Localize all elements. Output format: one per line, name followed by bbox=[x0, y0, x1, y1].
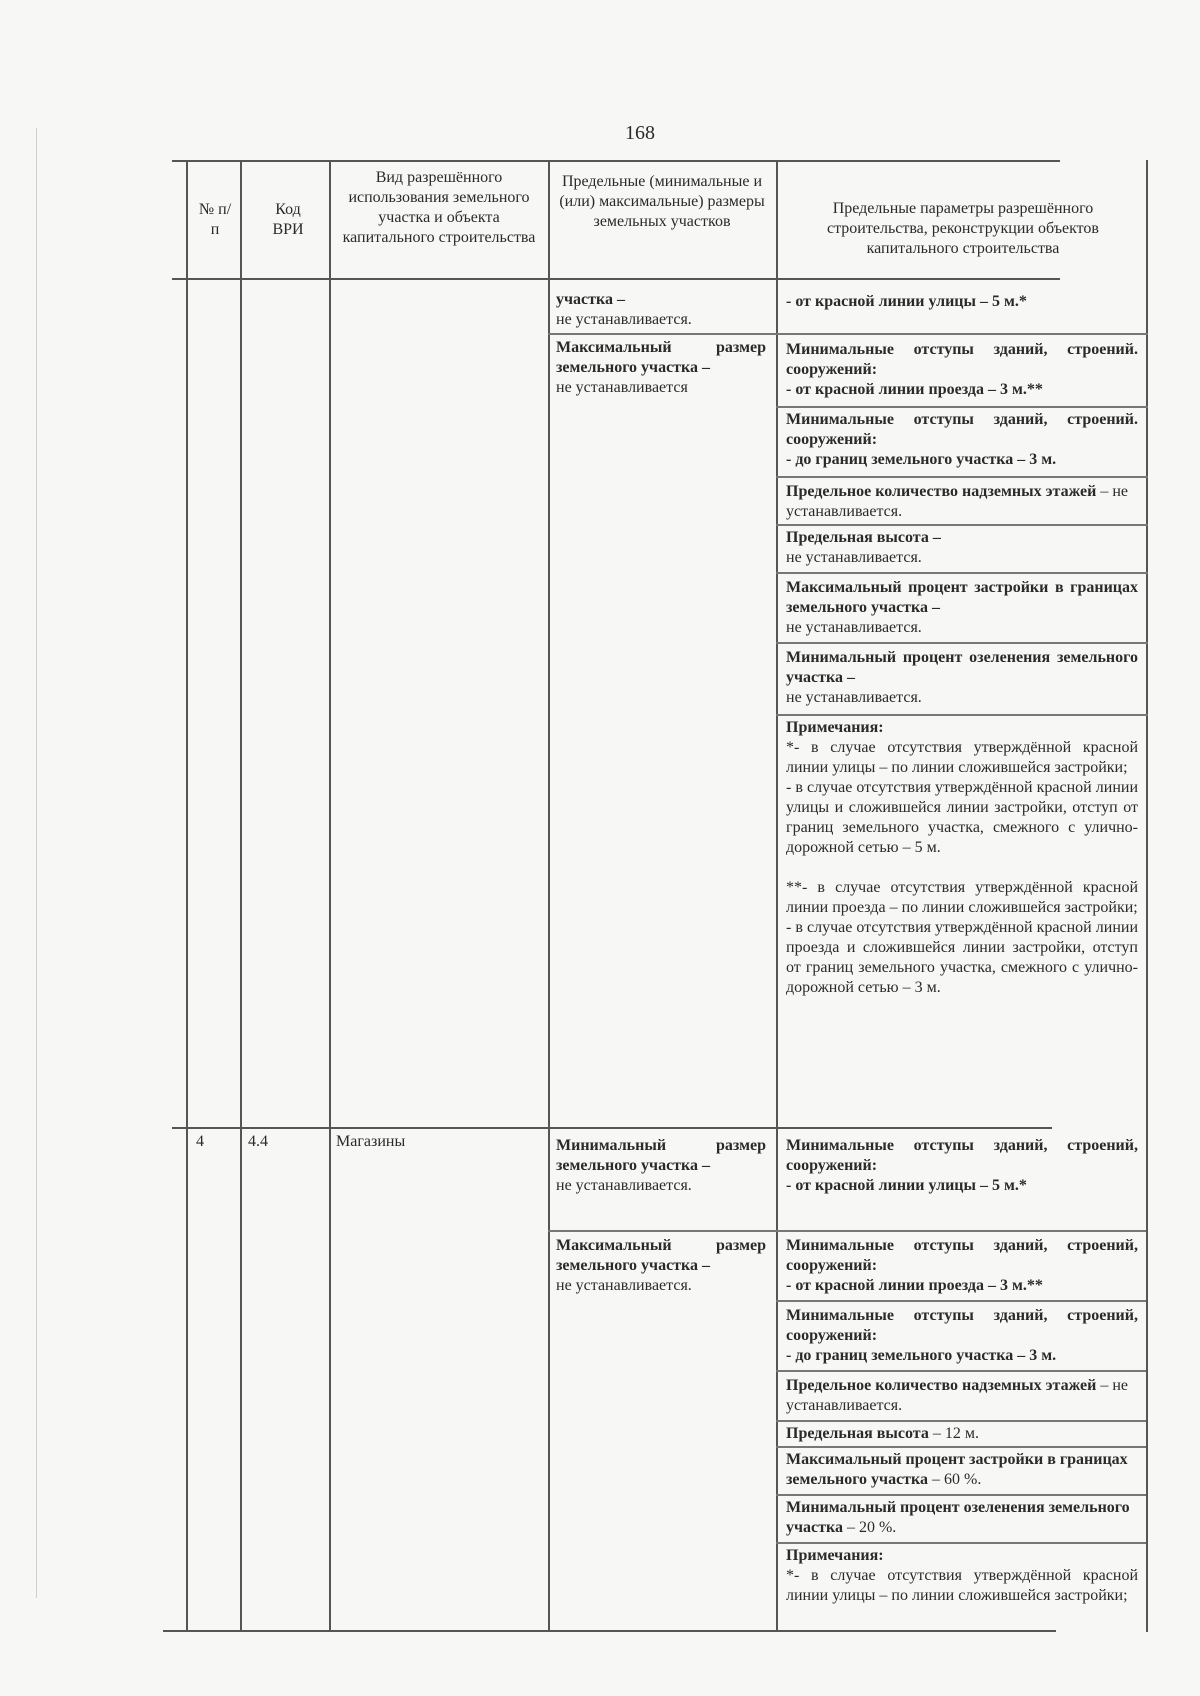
block1-param-divider-5 bbox=[776, 572, 1148, 574]
col-divider-2 bbox=[240, 160, 242, 1632]
block1-param-divider-6 bbox=[776, 642, 1148, 644]
block1-param-5-value: не устанавливается. bbox=[786, 549, 922, 566]
block1-note-2: - в случае отсутствия утверждённой красной линии улицы и сложившейся линии застройки, отступ от границ земельного участка, смежного с улично-дорожной сетью – 5 м. bbox=[786, 779, 1138, 856]
block1-note-4: - в случае отсутствия утверждённой красной линии проезда и сложившейся линии застройки, отступ от границ земельного участка, смежного с улично-дорожной сетью – 3 м. bbox=[786, 919, 1138, 996]
block1-size-min-tail: участка – bbox=[556, 291, 625, 308]
block1-size-divider bbox=[548, 333, 1148, 335]
block1-param-5-title: Предельная высота – bbox=[786, 529, 941, 546]
row4-code: 4.4 bbox=[248, 1133, 268, 1150]
row4-size-min-title: Минимальный размер земельного участка – bbox=[556, 1137, 766, 1174]
block1-size-max-title: Максимальный размер земельного участка – bbox=[556, 339, 766, 376]
row4-size-max-value: не устанавливается. bbox=[556, 1277, 692, 1294]
row4-number: 4 bbox=[196, 1133, 204, 1150]
block1-param-7 bbox=[786, 648, 1138, 708]
block1-param-3 bbox=[786, 410, 1138, 470]
scan-margin-line bbox=[36, 128, 37, 1598]
row4-param-3 bbox=[786, 1306, 1138, 1366]
row4-param-1-title: Минимальные отступы зданий, строений, сооружений: bbox=[786, 1137, 1138, 1174]
block1-param-4 bbox=[786, 482, 1138, 522]
block1-param-2-value: - от красной линии проезда – 3 м.** bbox=[786, 381, 1043, 398]
col-divider-5 bbox=[776, 160, 778, 1632]
row4-param-3-title: Минимальные отступы зданий, строений, сооружений: bbox=[786, 1307, 1138, 1344]
col-right-border bbox=[1146, 160, 1148, 1632]
header-col-use-type: Вид разрешённого использования земельного участка и объекта капитального строительства bbox=[342, 169, 536, 246]
row4-size-divider bbox=[548, 1230, 1146, 1232]
block1-param-6-value: не устанавливается. bbox=[786, 619, 922, 636]
header-col-parameters: Предельные параметры разрешённого строительства, реконструкции объектов капитального строительства bbox=[827, 200, 1099, 257]
row4-param-5 bbox=[786, 1424, 1138, 1444]
row4-size-max-title: Максимальный размер земельного участка – bbox=[556, 1237, 766, 1274]
block1-notes bbox=[786, 718, 1138, 998]
row4-param-5-value: – 12 м. bbox=[928, 1425, 979, 1442]
col-divider-4 bbox=[548, 160, 550, 1632]
block1-param-divider-3 bbox=[776, 476, 1148, 478]
block1-size-max bbox=[556, 338, 766, 398]
block1-note-1: *- в случае отсутствия утверждённой красной линии улицы – по линии сложившейся застройки; bbox=[786, 739, 1138, 776]
row4-param-7-title: Минимальный процент озеленения земельного участка bbox=[786, 1499, 1130, 1536]
block1-param-5 bbox=[786, 528, 1138, 568]
block1-param-2-title: Минимальные отступы зданий, строений. сооружений: bbox=[786, 341, 1138, 378]
header-bottom-border bbox=[172, 278, 1060, 280]
block1-note-3: **- в случае отсутствия утверждённой красной линии проезда – по линии сложившейся застройки; bbox=[786, 879, 1138, 916]
row4-size-min-value: не устанавливается. bbox=[556, 1177, 692, 1194]
header-col-plot-size: Предельные (минимальные и (или) максимальные) размеры земельных участков bbox=[559, 173, 765, 230]
row4-size-max bbox=[556, 1236, 766, 1296]
block1-param-7-title: Минимальный процент озеленения земельного участка – bbox=[786, 649, 1138, 686]
block1-param-divider-2 bbox=[776, 406, 1148, 408]
row4-param-6 bbox=[786, 1450, 1138, 1490]
row4-param-2-value: - от красной линии проезда – 3 м.** bbox=[786, 1277, 1043, 1294]
row4-name: Магазины bbox=[336, 1133, 406, 1150]
block1-param-6 bbox=[786, 578, 1138, 638]
row4-param-4-value: – не устанавливается. bbox=[786, 1377, 1128, 1414]
block1-param-7-value: не устанавливается. bbox=[786, 689, 922, 706]
row4-param-4 bbox=[786, 1376, 1138, 1416]
row4-param-4-title: Предельное количество надземных этажей bbox=[786, 1377, 1097, 1394]
block1-param-3-value: - до границ земельного участка – 3 м. bbox=[786, 451, 1057, 468]
block1-param-divider-4 bbox=[776, 524, 1148, 526]
row4-param-1 bbox=[786, 1136, 1138, 1196]
row4-notes bbox=[786, 1546, 1138, 1606]
block1-param-4-title: Предельное количество надземных этажей bbox=[786, 483, 1097, 500]
block1-size-min bbox=[556, 290, 766, 330]
row4-param-7-value: – 20 %. bbox=[842, 1519, 897, 1536]
row4-param-1-value: - от красной линии улицы – 5 м.* bbox=[786, 1177, 1027, 1194]
row4-param-3-value: - до границ земельного участка – 3 м. bbox=[786, 1347, 1057, 1364]
block1-param-3-title: Минимальные отступы зданий, строений. сооружений: bbox=[786, 411, 1138, 448]
page-number: 168 bbox=[625, 122, 655, 144]
row4-size-min bbox=[556, 1136, 766, 1196]
row4-param-6-title: Максимальный процент застройки в границах земельного участка bbox=[786, 1451, 1128, 1488]
row4-param-5-title: Предельная высота bbox=[786, 1425, 929, 1442]
row4-param-2 bbox=[786, 1236, 1138, 1296]
row4-param-7 bbox=[786, 1498, 1138, 1538]
row4-param-divider-7 bbox=[776, 1542, 1146, 1544]
row4-param-divider-4 bbox=[776, 1420, 1146, 1422]
row4-param-divider-3 bbox=[776, 1370, 1146, 1372]
row4-notes-title: Примечания: bbox=[786, 1547, 884, 1564]
block1-param-4-value: – не устанавливается. bbox=[786, 483, 1128, 520]
block1-size-max-value: не устанавливается bbox=[556, 379, 688, 396]
block1-notes-title: Примечания: bbox=[786, 719, 884, 736]
row4-param-divider-2 bbox=[776, 1300, 1146, 1302]
row4-top-border bbox=[172, 1127, 1052, 1129]
block1-param-divider-7 bbox=[776, 714, 1148, 716]
row4-param-divider-5 bbox=[776, 1446, 1146, 1448]
row4-note-1: *- в случае отсутствия утверждённой красной линии улицы – по линии сложившейся застройки; bbox=[786, 1567, 1138, 1604]
block1-param-6-title: Максимальный процент застройки в границах земельного участка – bbox=[786, 579, 1138, 616]
row4-param-2-title: Минимальные отступы зданий, строений, сооружений: bbox=[786, 1237, 1138, 1274]
table-top-border bbox=[172, 160, 1060, 162]
block1-param-1: - от красной линии улицы – 5 м.* bbox=[786, 293, 1027, 310]
block1-size-min-value: не устанавливается. bbox=[556, 311, 692, 328]
header-col-code: Код ВРИ bbox=[272, 201, 304, 238]
table-bottom-border bbox=[163, 1630, 1056, 1632]
row4-param-6-value: – 60 %. bbox=[928, 1471, 982, 1488]
block1-param-2 bbox=[786, 340, 1138, 400]
col-divider-3 bbox=[329, 160, 331, 1632]
row4-param-divider-6 bbox=[776, 1494, 1146, 1496]
header-col-number: № п/п bbox=[198, 201, 232, 238]
col-divider-1 bbox=[186, 160, 188, 1632]
